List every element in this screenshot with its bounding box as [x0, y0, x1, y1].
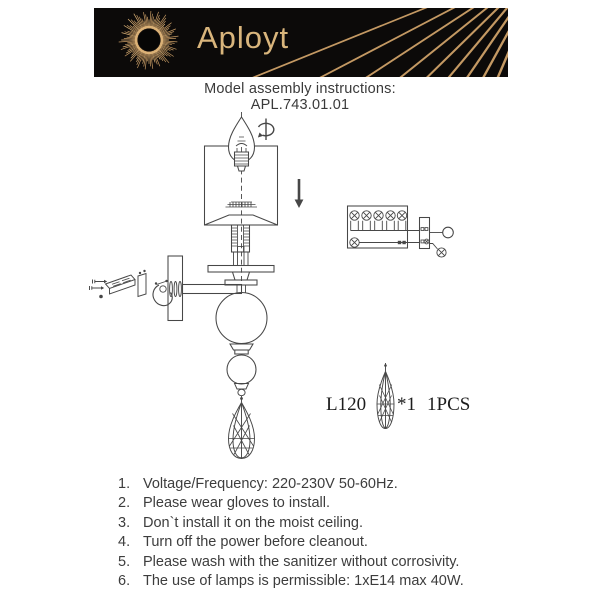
item-number: 2. [118, 495, 131, 512]
item-number: 1. [118, 476, 131, 492]
screws [90, 280, 108, 299]
wiring-diagram [348, 206, 454, 257]
mounting-plate-small [138, 270, 146, 297]
item-text: Turn off the power before cleanout. [143, 534, 368, 551]
list-item [118, 533, 464, 552]
legend-quantity-label: 1PCS [427, 394, 471, 415]
item-text: Please wash with the sanitizer without corrosivity. [143, 553, 460, 570]
page-title: Model assembly instructions: [204, 81, 396, 97]
l-bracket [106, 275, 136, 294]
model-number: APL.743.01.01 [250, 97, 350, 113]
threaded-tube [232, 225, 250, 266]
list-item [118, 553, 464, 572]
brand-wordmark: Aployt [197, 20, 290, 55]
neutral-terminal-icon [443, 227, 454, 238]
list-item [118, 514, 464, 533]
list-item [118, 475, 464, 494]
item-text: Voltage/Frequency: 220-230V 50-60Hz. [143, 476, 398, 492]
item-number: 6. [118, 573, 131, 590]
legend-crystal-drop [377, 363, 394, 429]
item-text: Please wear gloves to install. [143, 495, 330, 512]
item-number: 3. [118, 514, 131, 531]
list-item [118, 494, 464, 513]
crystal-drop [229, 403, 255, 459]
washers [160, 282, 182, 297]
lamp-symbol-icon [437, 248, 446, 257]
legend-code-label: L120 [326, 394, 367, 415]
candle-bulb-icon [229, 117, 255, 171]
item-number: 4. [118, 534, 131, 551]
item-text: Don`t install it on the moist ceiling. [143, 514, 364, 531]
instruction-list [118, 475, 464, 591]
connector-contacts [421, 228, 429, 244]
glass-spheres [216, 293, 267, 385]
rotate-bulb-icon [258, 119, 274, 141]
crystal-link [235, 384, 249, 403]
item-number: 5. [118, 553, 131, 570]
list-item [118, 572, 464, 591]
item-text: The use of lamps is permissible: 1xE14 max 40W. [143, 573, 464, 590]
down-arrow-icon [295, 179, 304, 208]
legend-multiplier-label: *1 [397, 394, 416, 415]
